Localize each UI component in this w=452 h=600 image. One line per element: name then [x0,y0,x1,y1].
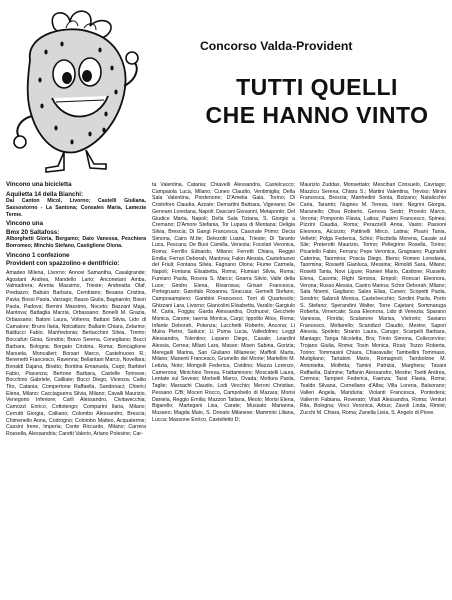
bmx-subheading: Bmx 20 Saltafoss: [6,228,60,236]
bicycle-subheading: Aquiletta 14 della Bianchi: [6,190,84,198]
bicycle-winners: Dal Canton Micol, Livorno; Castelli Giuliana, Sassostorno - La Santona; Consales Maria, Lamezia Terme. [6,198,146,218]
headline-line-1: TUTTI QUELLI [236,74,398,100]
pack-heading: Vincono 1 confezione [6,251,70,259]
bicycle-heading: Vincono una bicicletta [6,181,72,188]
bmx-winners: Alborghetti Gloria, Bergamo; Dato Vanessa, Peschiera Borromeo; Minchio Stefano, Castiglione Olona. [6,236,146,250]
winners-column-1 [6,180,146,440]
column-2-winners: ta Valentina, Catania; Chiavelli Alessandra, Castelcucco; Campaiola Luca, Milano; Cuneo Claudio, Ventimiglia; Della Sala Valentina, Pordenone; D'Amelia Gaia, Torino; Di Cristoforo Claudia, Azzate; Demartini Barbara, Vigevano; De Gennaro Loredana, Napoli; Dascani Giovanni, Metaponto; Del Giudice Marta, Napoli; Della Sala Tiziana, S. Giorgio a Cremano; D'Amore Stefania, Tor Lupara di Mentana; Deligia Silvia, Brescia; Di Gangi Francesca, Casorate Primo; Decia Simona, Cairo M.tte; Delezotti Luana, Trieste; Di Taranto Luca, Pescara; De Buoi Camilla, Venezia; Focolari Veronica, Roma; Ferrillo Edoardo, Milano; Ferretti Chiara, Reggio Emilia; Ferrari Deborah, Mantova; Falon Alessia, Castelnuovo del Friuli; Fontana Silvia, Fagnano Olona; Fiume Carmela, Napoli; Fontana Elisabetta, Roma; Flumiari Silvia, Roma; Fumiaro Paola, Rosora S. Marco; Gnarra Silvio, Valle della Luce; Gindro Elena, Rivarossa; Grisan Francesca, Portogruaro; Garofalo Rosanna, Siracusa; Gemelli Stefano, Camposampiero; Gambini Francesco, Torri di Quartesolo; Ghizzani Lara, Livorno; Giancolini Elisabetta, Varallo; Gargiulo M. Carla, Foggia; Garda Alessandra, Orzinuovi; Gecchele Monica, Carone; Iaerna Monica, Carpi; Ippolito Alice, Roma; Infante Deborah, Potenza; Lucchetti Roberto, Ancona; Li Muira Pietro, Saliuce; Li Puma Lucia, Valledolmo; Leggi Alessandra, Tolentino; Lupano Diego, Casale; Leardini Alessia, Cerrea; Milani Lara, Masse; Misen Sabina, Gorizia; Meregalli Marina, San Giuliano Milanese; Maffioli Marta, Milano; Manenti Francesco, Grumello del Monte; Martellini M. Letizia, Noto; Mongolli Federica, Cividino; Mazza Lorenzo, Camerona; Minichino Teresa, Frattaminore; Moscatelli Laura, Lentate sul Seveso; Morbelli Marco, Ovada; Mottura Paola, Taglie; Marsachi Claudio, Lodi Vecchio; Meroni Christian, Pessano C/B; Moceri Rocco, Campobello di Mazara; Morisi Daniela, Reggio Emilia; Mazzon Tatiana, Meolo; Morisi Elena, Bigarello; Martegani Lisa, Carate; Mussato Marianna, Musano; Magda Maio, S. Donato Milanese; Mammini Liliana, Lucca; Massone Enrico, Castelletto D; [152,182,295,423]
winners-column-2 [152,182,295,425]
pack-subheading: Provident con spazzolino e dentifricio: [6,260,120,268]
headline [182,73,452,129]
headline-line-2: CHE HANNO VINTO [205,102,429,128]
contest-title: Concorso Valda-Provident [200,39,353,53]
column-3-winners: Maurizio Zuddas, Monsettato; Mescihari Consuelo, Cavriago; Mazzicu Serena, Chiaru S.; Martini Valentina, Treviso; Minini Francesca, Brescia; Manfredini Sonia, Bolzano; Natalicchio Carla, Taranto; Nugnes M. Teresa, Irani; Negrini Giorgia, Maranello; Oliva Roberto, Genova Sestri; Provolo Marco, Verona; Pomponio Flavia, Latina; Pasimi Francesco, Spinea; Pizzini Claudia, Roma; Perazzelli Anna, Vasto; Passoni Eleonora, Aicurzio; Pattinelli Mirco, Latina; Pisani Tania, Velletri; Polga Federica, Schio; Piscitella Morena, Casale sul Sile; Preterotti Maurizio, Torino; Pellegrino Rosella, Torino; Picariello Fabio, Ferrara; Pepe Veronica, Gragnano; Pugnalini Caterina, Taormina; Poscia Diego, Bieno; Romeo Loredana, Taormina; Rossetti Gianluca, Messina; Rimoldi Sara, Milano; Rosetti Tania, Novi Ligure; Ranieri Mario, Castione; Russello Elena, Casoria; Righi Simona, Empoli; Roncari Eleonora, Verona; Russo Alessia, Castro Marina; Schor Deborah, Milano; Sala Noemi, Gagliano; Sales Elisa, Cuneo; Scopetti Paola, Sondrio; Salaroli Monica, Castelvecchio; Sordini Paola, Porto S. Stefano; Sperandini Walter, Torre Cajetani; Sommaruga Roberta, Vimercate; Susa Eleonora, Lido di Venezia; Sparano Vanessa, Florida; Scalarone Marisa, Vistrorio; Saviano Francesco, Moltarello; Scandizzi Claudio, Mestre; Sapori Alessia, Spoleto; Stranio Laura, Carugo; Scarpelli Barbara, Maniago; Tanga Nicoletta, Bra; Trioio Simona, Collecorvino; Trojano Giulia, Roma; Tosin Monica, Rosà; Tozzo Roberta, Torino; Tommasini Chiara, Chiaravalle; Tambellini Tommaso, Mutigliano; Tartabini Mario, Romagnoli; Tambolone M. Antonietta, Molfetta; Tamini Patrizia, Marghera; Tavani Raffaella, Dalmine; Taffanin Alessandro, Mestre; Toetti Andrea, Cremoa; Tampieri Federica, Faenza; Tassi Flavia, Roma; Tealdo Silvana, Cornellano d'Alba; Villa Lorena, Balsorano; Valleri Angela, Manduria; Violanti Francesca, Pontedera; Valierrin Fabiana, Roverato; Vitali Alessandra, Roma; Venturi Rita, Bologna; Vinci Veronica, Arbus; Zavoli Linda, Rimini; Zucchi M. Chiara, Roma; Zanella Lieia, S. Angelo di Piove. [300,182,446,416]
winners-column-3 [300,182,446,419]
pack-winners: Amadeo Milena, Livorno; Annovi Samantha, Casalgrande; Agostani Andrea, Mandello Lario; Anconetani Amba, Valmadrera; Arenta Massimo, Trieste; Andreatta Olaf, Predazzo; Babuin Barbara, Cembiano; Besana Cristina, Pavia; Bossi Paola, Varzago; Basso Giulia, Bagnarolo; Bison Paola, Padova; Bernini Massimo, Noceto; Bazzani Maja, Mantova; Battaglia Marzia, Orbassano; Bonelli M. Grazia, Orbassano; Batoni Laura, Volterra; Battani Silvia, Lido di Camaiore; Bruno Ilaria, Noicattaro; Ballarin Chiara, Zelarino; Balducci Fabio, Manfredonia; Bertacchini Silvia, Trento; Boccafuri Gioia, Sondrio; Bravo Serena, Conegliano; Bucci Barbara, Bologna; Borgato Cristina, Roma; Boncaglione Manuela, Moncalieri; Borsari Marco, Castelnuovo R.; Benenetti Francesco, Ravenna; Bellantani Marco, Novellara; Bonaldi Dajana, Biratto; Bordina Emanuela, Carpi; Barbieri Fabio, Piacenza; Bertone Barbara, Castelle Torinese; Bocchino Gabriele, Cailliate; Bucci Diego, Vicenza; Caliio Tito, Catania; Compertone Raffaella, Sandonaci; Chierici Elena, Milano; Cacciaguerra Silvia, Milano; Cavalli Maurizio, Venegono Inferiore; Carli Alessandro, Civitavecchia; Camozzi Enrico, Cottolengo; Comparini Ilaria, Milano; Cerrutti Giorgia, Calliano; Colombo Alessandro, Brescia; Chimenello Anna, Codrogno; Colombo Matteo, Acquaterme; Cassini Irene, Imperia; Conte Riccardo, Milano; Carrera Rossella, Alessandria; Caretti Valerio, Ariano Polesine; Car- [6,270,146,437]
bmx-heading: Vincono una [6,220,44,228]
strawberry-mascot-icon [6,6,144,174]
